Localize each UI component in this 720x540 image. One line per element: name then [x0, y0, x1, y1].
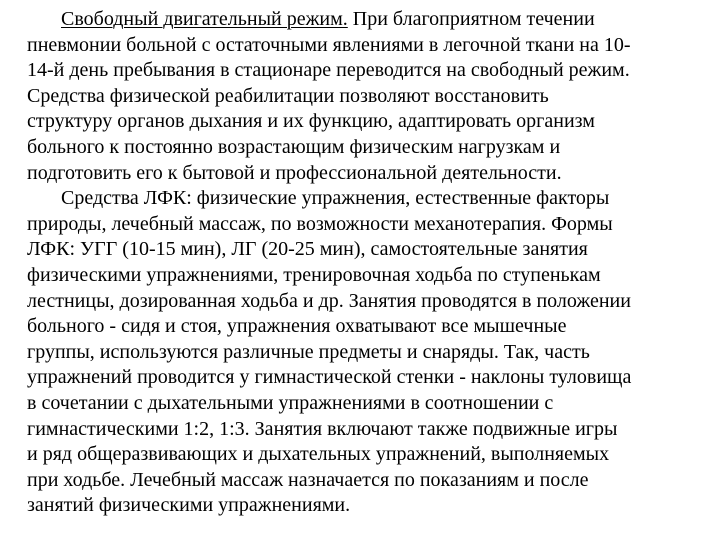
- paragraph-line: ЛФК: УГГ (10-15 мин), ЛГ (20-25 мин), самостоятельные занятия: [27, 238, 588, 261]
- paragraph-line: группы, используются различные предметы и снаряды. Так, часть: [27, 340, 590, 363]
- paragraph-line: занятий физическими упражнениями.: [27, 494, 351, 517]
- paragraph-line: природы, лечебный массаж, по возможности механотерапия. Формы: [27, 212, 613, 235]
- paragraph-line: [27, 7, 699, 33]
- paragraph-line: больного к постоянно возрастающим физическим нагрузкам и: [27, 135, 561, 158]
- paragraph-line: гимнастическими 1:2, 1:3. Занятия включают также подвижные игры: [27, 417, 618, 440]
- paragraph-line: упражнений проводится у гимнастической стенки - наклоны туловища: [27, 366, 632, 389]
- paragraph-line: пневмонии больной с остаточными явлениями в легочной ткани на 10-: [27, 33, 631, 56]
- paragraph-line: физическими упражнениями, тренировочная ходьба по ступенькам: [27, 263, 601, 286]
- document-text: [27, 7, 699, 519]
- paragraph-line: и ряд общеразвивающих и дыхательных упражнений, выполняемых: [27, 443, 610, 466]
- paragraph-line: подготовить его к бытовой и профессиональной деятельности.: [27, 161, 562, 184]
- section-heading: Свободный двигательный режим.: [61, 8, 348, 30]
- paragraph-line: структуру органов дыхания и их функцию, адаптировать организм: [27, 110, 595, 133]
- paragraph-line: Средства физической реабилитации позволяют восстановить: [27, 84, 549, 107]
- paragraph-line: лестницы, дозированная ходьба и др. Занятия проводятся в положении: [27, 289, 631, 312]
- paragraph-line: 14-й день пребывания в стационаре переводится на свободный режим.: [27, 59, 630, 82]
- paragraph-lfk-means: [27, 186, 699, 519]
- paragraph-line: при ходьбе. Лечебный массаж назначается по показаниям и после: [27, 468, 589, 491]
- paragraph-text: При благоприятном течении: [347, 8, 595, 30]
- paragraph-line: больного - сидя и стоя, упражнения охватывают все мышечные: [27, 315, 567, 338]
- paragraph-free-motor-regime: [27, 7, 699, 186]
- paragraph-line: в сочетании с дыхательными упражнениями в соотношении с: [27, 391, 554, 414]
- paragraph-line: Средства ЛФК: физические упражнения, естественные факторы: [61, 187, 610, 210]
